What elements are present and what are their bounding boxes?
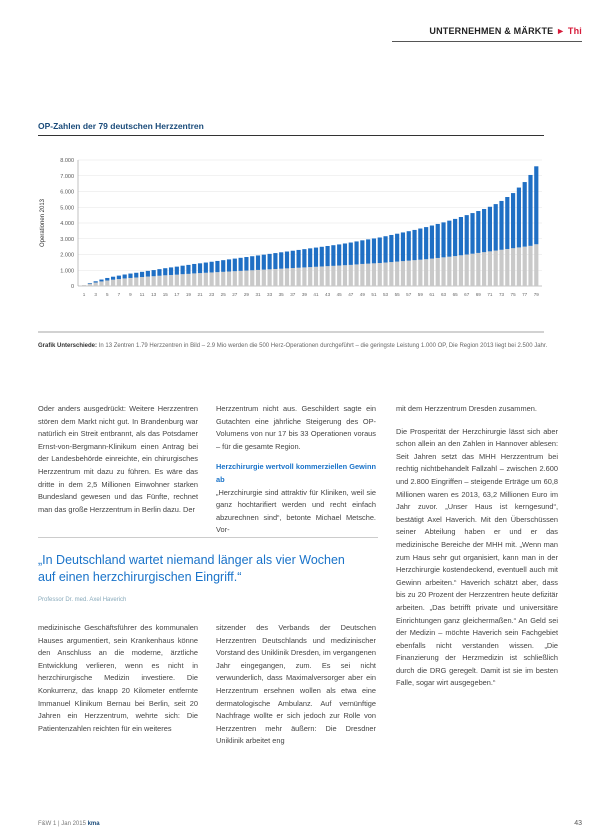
bar-base [337, 266, 341, 286]
x-tick-label: 11 [139, 292, 145, 297]
bar-base [94, 283, 98, 286]
bar-top [389, 235, 393, 262]
bar-base [314, 267, 318, 286]
bar-top [395, 234, 399, 262]
bar-base [360, 264, 364, 286]
bar-top [215, 261, 219, 272]
bar-top [268, 254, 272, 269]
paragraph: Die Prosperität der Herzchirurgie lässt sich aber schon allein an den Zahlen in Hannover ablesen: Seit Jahren setzt das MHH Herzzentrum bei rechtig nichtbehandelt Fallzahl – zwischen 2.600 und 2.800 Eingriffen – steigende Erträge um 60,8 Millionen waren es 2013, 63,2 Millionen Euro im Jahr zuvor. „Unser Haus ist kerngesund“, bestätigt Axel Haverich. Mit den Überschüssen seiner Abteilung haben er und er das medizinische Bereiche der MHH mit. „Wenn man zum Haus sehr gut organisiert, kann man in der Herzchirurgie kostendeckend, eventuell auch mit Gewinn arbeiten.“ Haverich schätzt aber, dass bis zu 20 Prozent der Herzzentren heute defizitär arbeiten. „Das betrifft private und universitäre Einrichtungen ganz gleichermaßen.“ An Geld sei der Medizin – möchte Haverich sein Fachgebiet ebenfalls nicht verstanden wissen. „Die Finanzierung der Herzmedizin ist schließlich durch die DRG geregelt. Damit ist sie im besten Falle, sogar wirt ausgegeben.“ [396, 426, 558, 688]
bar-top [262, 255, 266, 270]
bar-top [273, 253, 277, 269]
bar-base [424, 259, 428, 286]
bar-base [517, 247, 521, 286]
bar-top [157, 269, 161, 276]
bar-base [239, 271, 243, 286]
x-tick-label: 59 [417, 292, 423, 297]
bar-base [407, 261, 411, 286]
x-tick-label: 57 [406, 292, 412, 297]
bar-top [210, 262, 214, 273]
bar-top [465, 215, 469, 254]
bar-top [152, 270, 156, 276]
bar-top [343, 243, 347, 265]
bar-top [494, 204, 498, 250]
bar-base [511, 248, 515, 286]
bar-top [233, 259, 237, 272]
bar-top [523, 182, 527, 247]
bar-base [157, 276, 161, 286]
bar-base [331, 266, 335, 286]
x-tick-label: 53 [382, 292, 389, 297]
x-tick-label: 33 [267, 292, 273, 297]
bar-base [488, 251, 492, 286]
bar-top [320, 247, 324, 267]
x-tick-label: 3 [94, 292, 97, 297]
bar-base [198, 273, 202, 286]
bar-base [499, 250, 503, 286]
bar-top [94, 281, 98, 282]
bar-base [366, 264, 370, 286]
y-axis-label: Operationen 2013 [40, 198, 46, 248]
bar-base [268, 269, 272, 286]
bar-base [308, 267, 312, 286]
bar-base [215, 272, 219, 286]
chart-title: OP-Zahlen der 79 deutschen Herzzentren [38, 121, 204, 131]
bar-base [285, 268, 289, 286]
bar-top [244, 257, 248, 271]
quote-source: Professor Dr. med. Axel Haverich [38, 597, 127, 603]
page-footer [38, 821, 100, 827]
bar-base [354, 264, 358, 286]
bar-top [459, 217, 463, 255]
subheading: Herzchirurgie wertvoll kommerziellen Gewinn ab [216, 462, 376, 484]
bar-chart [0, 0, 600, 340]
bar-top [186, 265, 190, 274]
x-tick-label: 77 [522, 292, 528, 297]
quote-divider [38, 537, 378, 538]
x-tick-label: 9 [129, 292, 132, 297]
bar-top [291, 251, 295, 268]
x-tick-label: 55 [394, 292, 400, 297]
bar-top [279, 252, 283, 268]
bar-top [436, 224, 440, 258]
x-tick-label: 49 [359, 292, 365, 297]
y-tick-label: 2.000 [60, 252, 74, 259]
article-column-3 [396, 403, 558, 690]
bar-top [470, 213, 474, 254]
x-tick-label: 35 [278, 292, 284, 297]
pull-quote: „In Deutschland wartet niemand länger als vier Wochen auf einen herzchirurgischen Eingriff.“ [38, 553, 345, 584]
bar-base [140, 277, 144, 286]
bar-base [453, 256, 457, 286]
x-tick-label: 25 [220, 292, 226, 297]
x-tick-label: 17 [174, 292, 180, 297]
article-column-5 [216, 622, 376, 748]
bar-base [372, 263, 376, 286]
bar-top [117, 276, 121, 279]
bar-top [308, 248, 312, 267]
x-tick-label: 67 [464, 292, 470, 297]
bar-top [441, 222, 445, 257]
x-tick-label: 63 [440, 292, 447, 297]
bar-base [325, 266, 329, 286]
x-tick-label: 23 [209, 292, 215, 297]
x-tick-label: 41 [313, 292, 319, 297]
bar-base [105, 280, 109, 286]
bar-base [99, 281, 103, 286]
x-tick-label: 1 [82, 292, 86, 297]
x-tick-label: 47 [348, 292, 354, 297]
bar-base [470, 254, 474, 286]
bar-base [430, 259, 434, 286]
bar-top [146, 271, 150, 277]
bar-top [88, 283, 92, 284]
bar-top [517, 188, 521, 248]
paragraph: medizinische Geschäftsführer des kommunalen Hauses argumentiert, sein Krankenhaus könne den Anschluss an die moderne, ärztliche Entwicklung verlieren, wenn es nicht in herzchirurgische Medizin investiere. Die Konkurrenz, das knapp 20 Kilometer entfernte Immanuel Klinikum Bernau bei Berlin, seit 20 Jahren ein Herzzentrum, wehrte sich: Die Patientenzahlen reichten für ein weiteres [38, 623, 198, 733]
bar-base [320, 266, 324, 286]
caption-label: Grafik Unterschiede: [38, 343, 98, 349]
bar-top [383, 236, 387, 262]
x-tick-label: 7 [117, 292, 121, 297]
x-tick-label: 71 [487, 292, 493, 297]
bar-top [181, 266, 185, 275]
bar-base [221, 272, 225, 286]
bar-base [436, 258, 440, 286]
bar-base [146, 277, 150, 286]
bar-top [337, 244, 341, 265]
bar-top [227, 259, 231, 271]
bar-top [360, 240, 364, 264]
bar-base [123, 278, 127, 286]
paragraph: sitzender des Verbands der Deutschen Herzzentren Deutschlands und medizinischer Vorstand des Uniklinik Dresden, im vergangenen Jahr eingegangen, zum. Es sei nicht verwunderlich, dass Maximalversorger aber ein Herzzentrum ersehnen wollen als etwa eine dermatologische Ambulanz. Auf vernünftige Nachfrage wollte er sich jedoch zur Rolle von Herzzentren mehr äußern: Die Dresdner Uniklinik arbeitet eng [216, 623, 376, 746]
bar-base [273, 269, 277, 286]
bar-top [511, 193, 515, 248]
bar-base [534, 244, 538, 286]
x-tick-label: 19 [185, 292, 192, 297]
article-column-4 [38, 622, 198, 735]
y-tick-label: 3.000 [60, 236, 74, 243]
bar-base [204, 273, 208, 286]
x-tick-label: 43 [325, 292, 331, 297]
bar-top [204, 263, 208, 273]
bar-base [523, 247, 527, 286]
bar-top [239, 258, 243, 271]
x-tick-label: 75 [510, 292, 516, 297]
bar-base [186, 274, 190, 286]
x-tick-label: 31 [255, 292, 261, 297]
bar-base [279, 269, 283, 286]
bar-base [465, 255, 469, 287]
paragraph: mit dem Herzzentrum Dresden zusammen. [396, 404, 537, 413]
bar-base [441, 257, 445, 286]
bar-base [210, 272, 214, 286]
bar-top [134, 273, 138, 278]
bar-base [88, 284, 92, 286]
bar-base [378, 263, 382, 286]
bar-top [198, 263, 202, 273]
y-tick-label: 8.000 [60, 158, 74, 164]
bar-top [488, 207, 492, 252]
bar-base [401, 261, 405, 286]
bar-top [412, 230, 416, 260]
bar-base [418, 260, 422, 286]
bar-top [221, 260, 225, 272]
bar-top [331, 245, 335, 266]
paragraph: Herzzentrum nicht aus. Geschildert sagte ein Gutachten eine jährliche Steigerung des OP-Volumens von nur 17 bis 33 Operationen voraus – für die gesamte Region. [216, 404, 376, 451]
bar-top [418, 229, 422, 260]
bar-top [123, 275, 127, 279]
bar-top [407, 231, 411, 260]
bar-base [476, 253, 480, 286]
bar-top [250, 256, 254, 270]
bar-base [349, 265, 353, 286]
section-label: UNTERNEHMEN & MÄRKTE [429, 26, 554, 36]
y-tick-label: 0 [70, 284, 74, 290]
bar-top [297, 250, 301, 268]
bar-top [169, 267, 173, 275]
bar-base [528, 246, 532, 286]
bar-top [128, 274, 132, 278]
arrow-icon: ► [556, 26, 566, 36]
bar-top [378, 237, 382, 263]
paragraph: Oder anders ausgedrückt: Weitere Herzzentren stören dem Markt nicht gut. In Brandenburg war natürlich ein Streit entbrannt, als das Potsdamer Ernst-von-Bergmann-Klinikum einen Antrag bei der Landesbehörde einreichte, ein chirurgisches Herzzentrum mit dazu zu führen. Es wäre das dritte in dem 2,5 Millionen Einwohner starken Bundesland gewesen und das Fünfte, rechnet man das große Herzzentrum in Berlin dazu. Der [38, 404, 198, 514]
paragraph: „Herzchirurgie sind attraktiv für Kliniken, weil sie ganz hochtarifiert werden und recht einfach abzurechnen sind“, betonte Michael Metsche. Vor- [216, 487, 376, 535]
x-tick-label: 39 [301, 292, 307, 297]
x-tick-label: 45 [336, 292, 342, 297]
bar-top [325, 246, 329, 266]
x-tick-label: 79 [533, 292, 539, 297]
x-tick-label: 27 [232, 292, 238, 297]
bar-base [227, 272, 231, 286]
article-column-2 [216, 403, 376, 537]
bar-base [181, 274, 185, 286]
bar-base [175, 275, 179, 286]
bar-base [297, 268, 301, 286]
x-tick-label: 73 [498, 292, 505, 297]
bar-top [140, 272, 144, 277]
bar-top [447, 221, 451, 257]
bar-top [528, 175, 532, 246]
page-number: 43 [574, 820, 582, 827]
bar-base [244, 271, 248, 286]
bar-top [354, 241, 358, 264]
bar-top [99, 280, 103, 282]
bar-base [447, 257, 451, 286]
x-tick-label: 13 [151, 292, 157, 297]
bar-top [401, 232, 405, 261]
x-tick-label: 5 [105, 292, 109, 297]
bar-top [476, 211, 480, 253]
bar-base [482, 252, 486, 286]
footer-brand: kma [87, 821, 100, 827]
bar-top [302, 249, 306, 267]
bar-base [412, 260, 416, 286]
bar-base [256, 270, 260, 286]
y-tick-label: 6.000 [60, 189, 74, 196]
bar-base [262, 270, 266, 286]
bar-base [389, 262, 393, 286]
bar-base [169, 275, 173, 286]
bar-top [349, 243, 353, 265]
bar-top [256, 255, 260, 269]
bar-base [291, 268, 295, 286]
bar-base [250, 270, 254, 286]
section-topic: Thi [567, 26, 582, 36]
bar-top [111, 277, 115, 280]
bar-base [152, 276, 156, 286]
bar-top [372, 238, 376, 263]
x-tick-label: 37 [290, 292, 296, 297]
y-tick-label: 5.000 [60, 205, 74, 212]
bar-top [534, 166, 538, 244]
bar-base [233, 271, 237, 286]
bar-top [424, 227, 428, 259]
bar-base [459, 255, 463, 286]
bar-base [383, 263, 387, 286]
bar-base [163, 275, 167, 286]
bar-base [128, 278, 132, 286]
bar-base [111, 280, 115, 286]
bar-top [314, 248, 318, 267]
bar-base [395, 262, 399, 286]
bar-top [453, 219, 457, 256]
x-tick-label: 69 [475, 292, 481, 297]
x-tick-label: 21 [197, 292, 203, 297]
bar-top [175, 267, 179, 275]
bar-top [105, 278, 109, 281]
bar-base [302, 267, 306, 286]
caption-text: In 13 Zentren 1.79 Herzzentren in Bild – 2.9 Mio werden die 500 Herz-Operationen durchgeführt – die geringste Leistung 1.000 OP, Die Region 2013 liegt bei 2.500 Jahr. [98, 343, 548, 349]
bar-top [366, 239, 370, 263]
bar-base [192, 273, 196, 286]
chart-caption [38, 341, 558, 351]
y-tick-label: 4.000 [60, 221, 74, 227]
bar-base [82, 285, 86, 286]
bar-top [285, 252, 289, 269]
bar-top [192, 264, 196, 273]
bar-base [505, 249, 509, 286]
bar-base [343, 265, 347, 286]
bar-top [499, 201, 503, 250]
x-tick-label: 51 [371, 292, 377, 297]
x-tick-label: 61 [429, 292, 435, 297]
x-tick-label: 15 [162, 292, 168, 297]
y-tick-label: 1.000 [60, 268, 74, 275]
bar-top [482, 209, 486, 252]
bar-top [430, 226, 434, 259]
bar-base [494, 251, 498, 286]
bar-top [505, 197, 509, 249]
bar-top [163, 268, 167, 275]
x-tick-label: 29 [243, 292, 249, 297]
bar-base [134, 277, 138, 286]
y-tick-label: 7.000 [60, 173, 74, 180]
bar-base [117, 279, 121, 286]
footer-issue: F&W 1 | Jan 2015 [38, 821, 88, 827]
article-column-1 [38, 403, 198, 516]
x-tick-label: 65 [452, 292, 458, 297]
